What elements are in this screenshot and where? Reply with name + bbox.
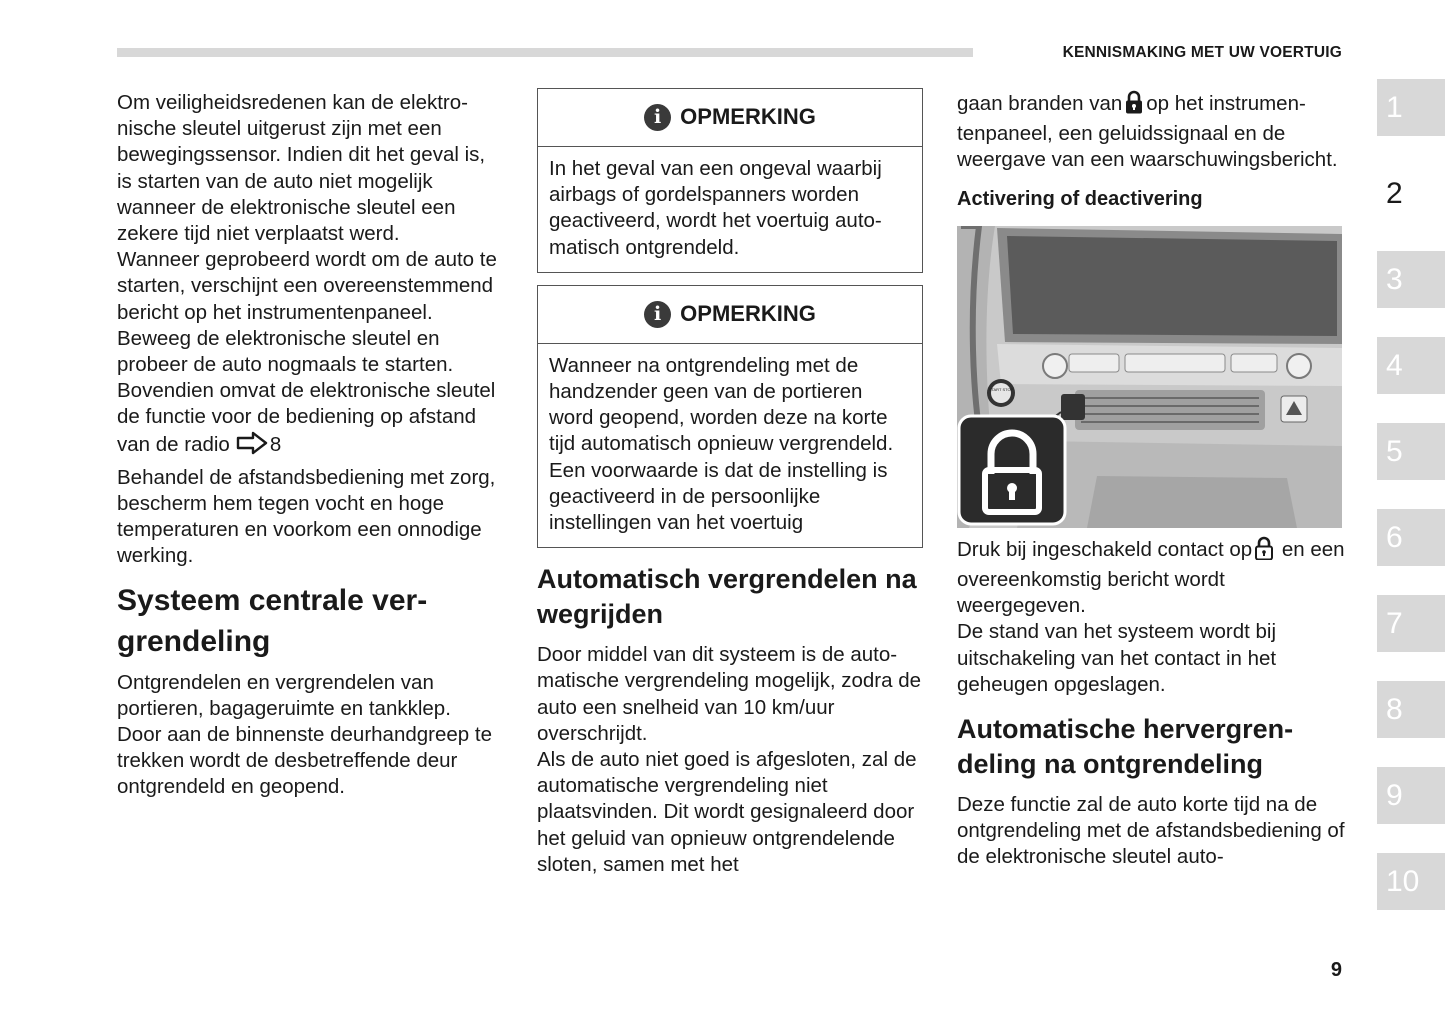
lock-icon (1255, 536, 1273, 567)
paragraph: Ontgrendelen en vergrendelen van portieren, bagageruimte en tankklep. (117, 670, 451, 720)
chapter-tab-9[interactable]: 9 (1377, 767, 1445, 824)
chapter-tab-3[interactable]: 3 (1377, 251, 1445, 308)
paragraph: Wanneer geprobeerd wordt om de auto te starten, verschijnt een overeenstemmend bericht op het instrumentenpaneel. Beweeg de elektronische sleutel en probeer de auto nogmaals te starten. (117, 248, 497, 377)
chapter-tab-2[interactable]: 2 (1377, 165, 1445, 222)
paragraph (957, 536, 1347, 620)
paragraph: Als de auto niet goed is afgesloten, zal de automatische vergrendeling niet plaatsvinden. Dit wordt gesignaleerd door het geluid van opnieuw ontgrendelende sloten, samen met het (537, 748, 917, 876)
paragraph: Om veiligheidsredenen kan de elektronische sleutel uitgerust zijn met een bewegingssensor. Indien dit het geval is, is starten van de auto niet mogelijk wanneer de elektronische sleutel een zekere tijd niet verplaatst werd. (117, 91, 486, 246)
chapter-tab-4[interactable]: 4 (1377, 337, 1445, 394)
page-reference[interactable]: 8 (269, 432, 282, 456)
note-title: OPMERKING (680, 104, 816, 130)
section-heading: Automatisch vergrendelen na wegrijden (537, 564, 917, 630)
paragraph-text: en een overeenkomstig bericht wordt weergegeven. (957, 537, 1345, 618)
paragraph: Door middel van dit systeem is de automatische vergrendeling mogelijk, zodra de auto een snelheid van 10 km/uur overschrijdt. (537, 643, 922, 745)
paragraph: De stand van het systeem wordt bij uitschakeling van het contact in het geheugen opgeslagen. (957, 620, 1277, 696)
section-title: KENNISMAKING MET UW VOERTUIG (1062, 44, 1342, 61)
page-number: 9 (1330, 959, 1342, 981)
column-left (117, 90, 502, 801)
chapter-tab-1[interactable]: 1 (1377, 79, 1445, 136)
note-header (538, 89, 922, 147)
chapter-tab-6[interactable]: 6 (1377, 509, 1445, 566)
note-title: OPMERKING (680, 301, 816, 327)
subheading: Activering of deactivering (957, 187, 1203, 210)
paragraph-text: op het instrumentenpaneel, een geluidssignaal en de weergave van een waarschuwingsbericht. (957, 92, 1338, 172)
start-stop-label: START STOP (988, 386, 1014, 392)
note-body: In het geval van een ongeval waarbij airbags of gordelspanners worden geactiveerd, wordt het voertuig automatisch ontgrendeld. (549, 157, 882, 259)
note-body: Wanneer na ontgrendeling met de handzender geen van de portieren word geopend, worden deze na korte tijd automatisch opnieuw vergrendeld. Een voorwaarde is dat de instelling is geactiveerd in de persoonlijke instellingen van het voertuig (549, 353, 894, 535)
column-right (957, 90, 1347, 871)
info-icon: i (644, 104, 671, 131)
header-rule (117, 48, 973, 57)
chapter-tab-7[interactable]: 7 (1377, 595, 1445, 652)
paragraph-text: Bovendien omvat de elektronische sleutel de functie voor de bediening op afstand van de radio (117, 379, 496, 456)
paragraph (117, 378, 502, 462)
paragraph-text: Druk bij ingeschakeld contact op (957, 537, 1253, 561)
paragraph-text: gaan branden van (957, 92, 1123, 115)
note-box (537, 88, 923, 273)
paragraph: Door aan de binnenste deurhandgreep te trekken wordt de desbetreffende deur ontgrendeld en geopend. (117, 723, 492, 799)
note-header (538, 286, 922, 344)
section-heading: Systeem centrale ver- grendeling (117, 583, 428, 658)
section-heading: Automatische hervergrendeling na ontgrendeling (957, 714, 1294, 780)
info-icon: i (644, 301, 671, 328)
chapter-tab-10[interactable]: 10 (1377, 853, 1445, 910)
arrow-right-icon (236, 431, 268, 462)
chapter-tab-8[interactable]: 8 (1377, 681, 1445, 738)
column-middle (537, 88, 923, 878)
paragraph: Deze functie zal de auto korte tijd na de ontgrendeling met de afstandsbediening of de elektronische sleutel auto- (957, 793, 1345, 869)
note-box (537, 285, 923, 548)
dashboard-photo (957, 226, 1342, 528)
paragraph (957, 90, 1347, 174)
lock-icon (1125, 90, 1143, 121)
paragraph: Behandel de afstandsbediening met zorg, bescherm hem tegen vocht en hoge temperaturen en voorkom een onnodige werking. (117, 465, 496, 568)
chapter-tab-5[interactable]: 5 (1377, 423, 1445, 480)
